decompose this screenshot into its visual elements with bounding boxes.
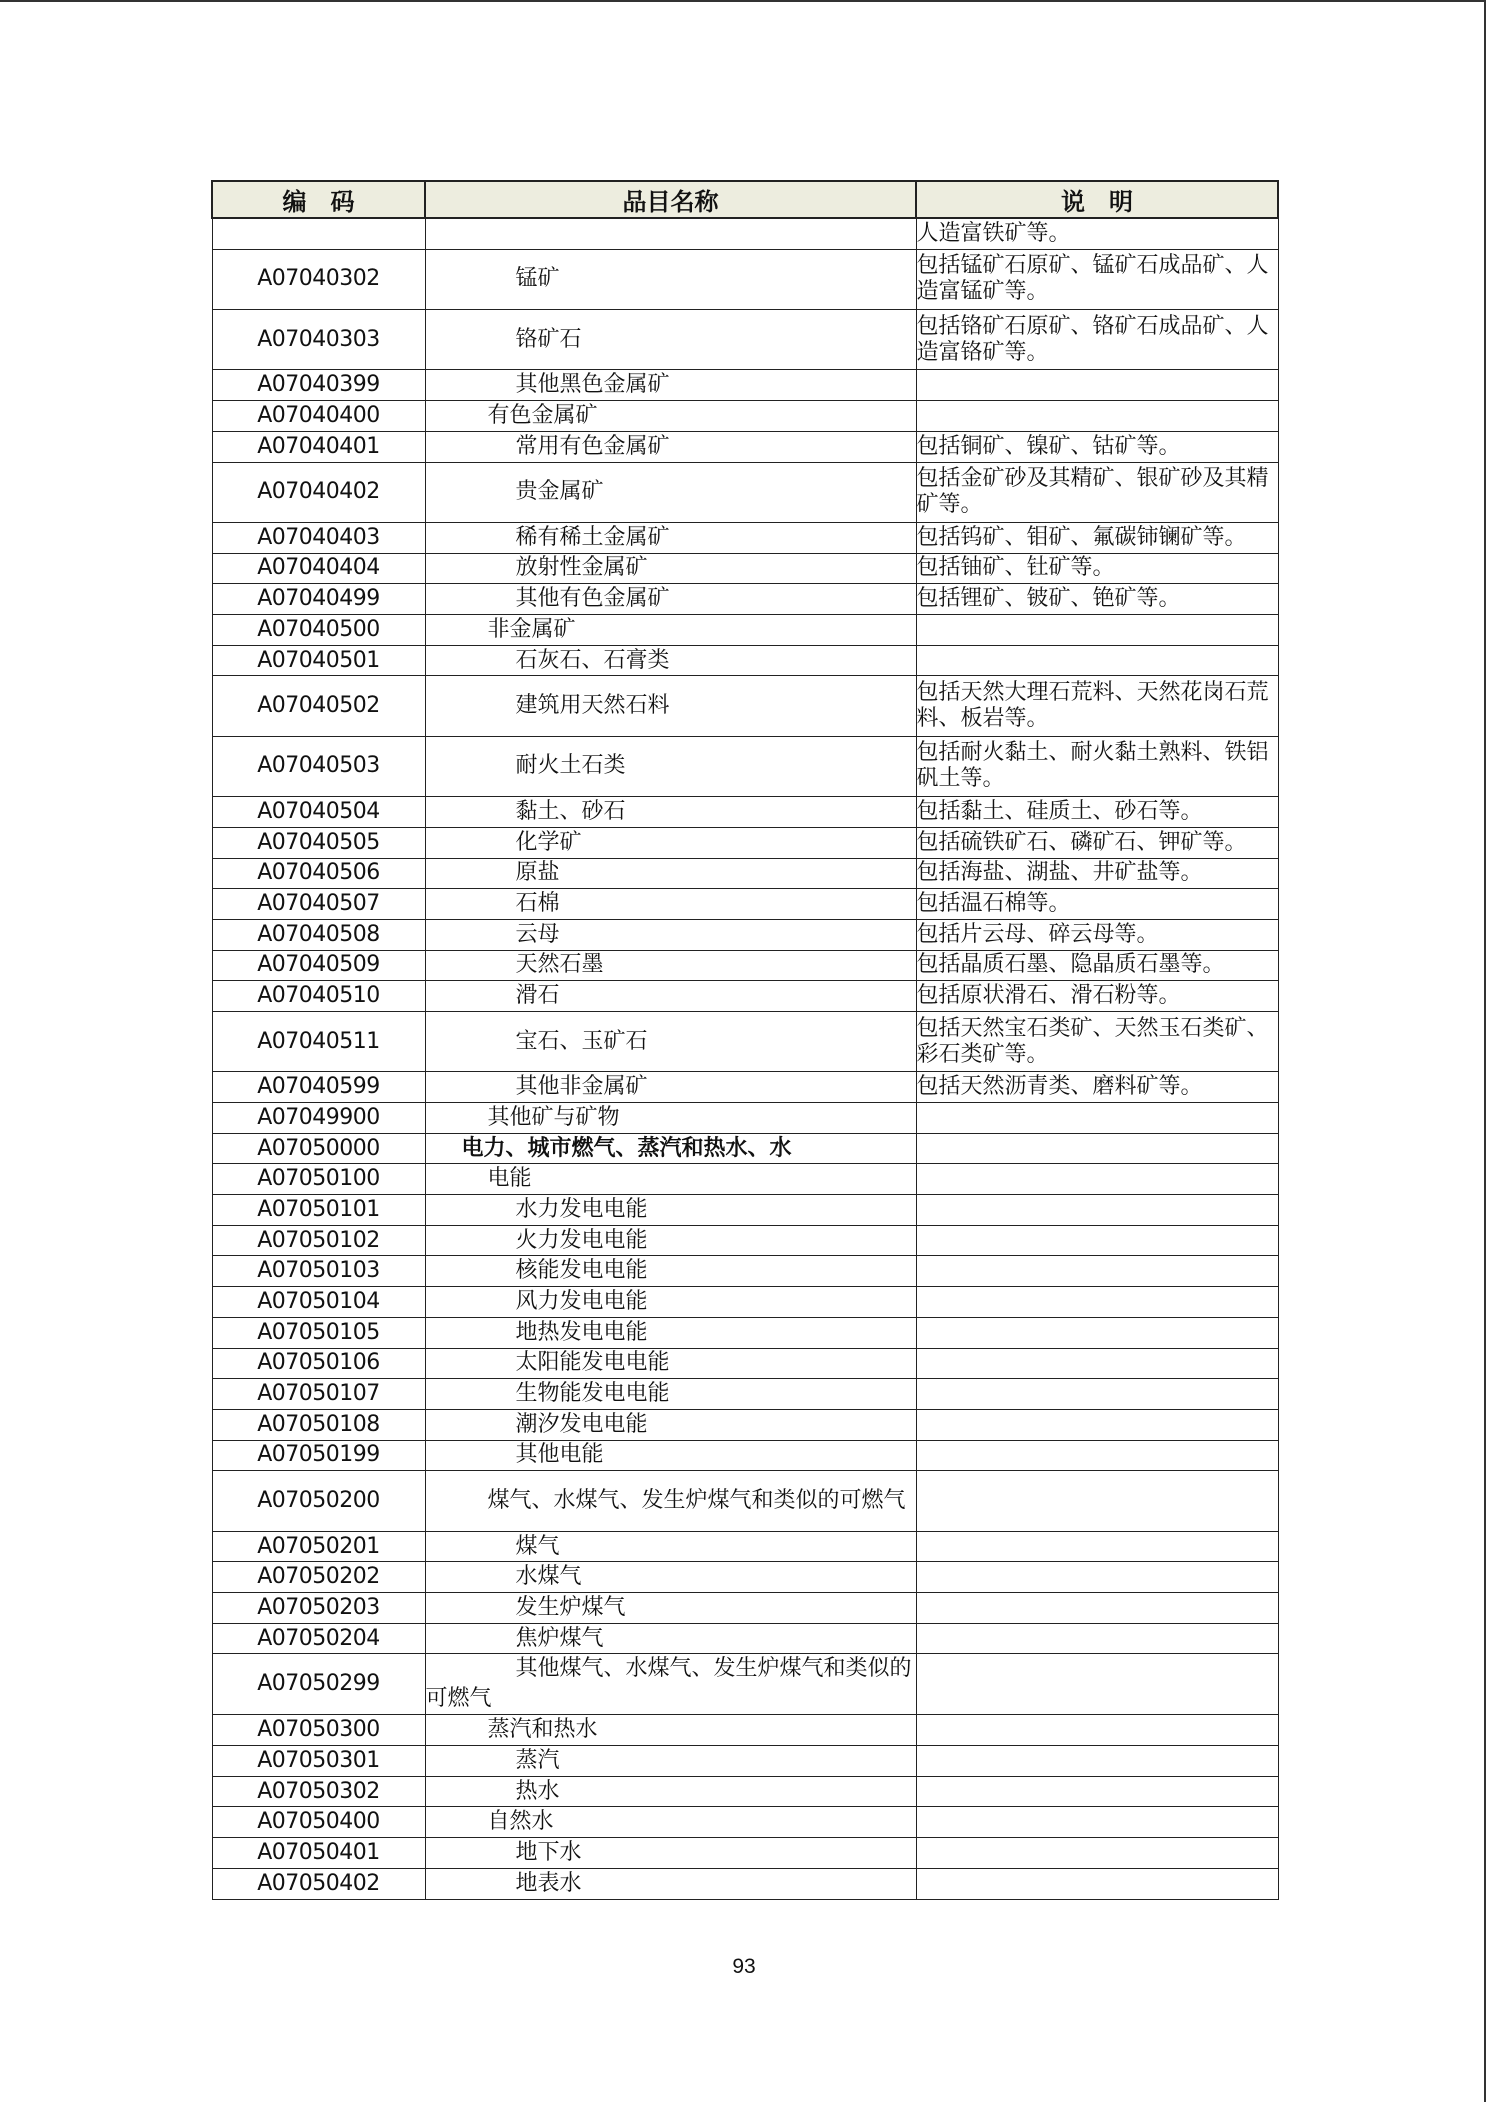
item-name: 黏土、砂石: [515, 798, 626, 824]
table-row: [212, 981, 1278, 1012]
table-row: [212, 249, 1278, 309]
item-description: 包括天然大理石荒料、天然花岗石荒料、板岩等。: [916, 676, 1278, 736]
item-code: A07040399: [212, 370, 425, 401]
item-description: [916, 1103, 1278, 1134]
table-row: [212, 584, 1278, 615]
item-code: A07040302: [212, 249, 425, 309]
item-name: 宝石、玉矿石: [515, 1028, 648, 1054]
item-name-cell: [425, 1715, 916, 1746]
item-code: A07050401: [212, 1838, 425, 1869]
item-name-cell: [425, 310, 916, 370]
item-name-cell: [425, 1379, 916, 1410]
item-description: [916, 1562, 1278, 1593]
item-description: [916, 1317, 1278, 1348]
table-row: [212, 614, 1278, 645]
item-name-cell: [425, 431, 916, 462]
item-code: [212, 218, 425, 249]
item-description: 包括锂矿、铍矿、铯矿等。: [916, 584, 1278, 615]
item-name: 锰矿: [515, 266, 560, 292]
table-row: [212, 370, 1278, 401]
item-description: [916, 1409, 1278, 1440]
table-row: [212, 1807, 1278, 1838]
table-row: [212, 858, 1278, 889]
item-code: A07040303: [212, 310, 425, 370]
table-row: [212, 1133, 1278, 1164]
item-description: [916, 614, 1278, 645]
item-name: 核能发电电能: [515, 1258, 648, 1284]
item-description: [916, 1379, 1278, 1410]
item-name: 天然石墨: [515, 952, 604, 978]
table-row: [212, 1838, 1278, 1869]
item-name: 贵金属矿: [515, 479, 604, 505]
table-row: [212, 1103, 1278, 1134]
page-number: 93: [732, 1955, 756, 1978]
item-description: 包括黏土、硅质土、砂石等。: [916, 797, 1278, 828]
item-code: A07050402: [212, 1868, 425, 1899]
item-code: A07050301: [212, 1746, 425, 1777]
item-code: A07050200: [212, 1471, 425, 1531]
item-name-cell: [425, 1531, 916, 1562]
table-row: [212, 1471, 1278, 1531]
item-name: 耐火土石类: [515, 753, 626, 779]
item-name-cell: [425, 584, 916, 615]
table-row: [212, 431, 1278, 462]
item-name: 化学矿: [515, 829, 582, 855]
item-name: 建筑用天然石料: [515, 693, 670, 719]
item-code: A07040511: [212, 1011, 425, 1071]
item-description: [916, 1531, 1278, 1562]
item-code: A07040402: [212, 462, 425, 522]
item-description: [916, 1807, 1278, 1838]
item-code: A07040501: [212, 645, 425, 676]
item-name: 电能: [487, 1166, 532, 1192]
table-row: [212, 1317, 1278, 1348]
item-description: [916, 1593, 1278, 1624]
item-description: [916, 1164, 1278, 1195]
item-name: 其他矿与矿物: [487, 1104, 620, 1130]
table-row: [212, 1776, 1278, 1807]
item-description: 包括铀矿、钍矿等。: [916, 553, 1278, 584]
item-code: A07050105: [212, 1317, 425, 1348]
item-code: A07040400: [212, 401, 425, 432]
item-name: 放射性金属矿: [515, 555, 648, 581]
table-row: [212, 1440, 1278, 1471]
item-name: 其他非金属矿: [515, 1074, 648, 1100]
table-row: [212, 1287, 1278, 1318]
item-name-cell: [425, 1164, 916, 1195]
item-name-cell: [425, 1225, 916, 1256]
item-name: 风力发电电能: [515, 1289, 648, 1314]
item-name: 铬矿石: [515, 326, 582, 352]
item-name: 常用有色金属矿: [515, 433, 670, 459]
item-description: 包括原状滑石、滑石粉等。: [916, 981, 1278, 1012]
item-name-cell: [425, 1746, 916, 1777]
table-row: [212, 1195, 1278, 1226]
item-name: 其他电能: [515, 1442, 604, 1468]
item-name-cell: [425, 827, 916, 858]
item-description: 包括铬矿石原矿、铬矿石成品矿、人造富铬矿等。: [916, 310, 1278, 370]
item-name-cell: [425, 553, 916, 584]
item-code: A07040500: [212, 614, 425, 645]
item-code: A07040507: [212, 889, 425, 920]
item-name: 蒸汽: [515, 1747, 560, 1773]
table-row: [212, 462, 1278, 522]
item-name-cell: [425, 614, 916, 645]
item-code: A07040510: [212, 981, 425, 1012]
item-name: 煤气: [515, 1533, 560, 1559]
table-row: [212, 1746, 1278, 1777]
item-name: 石棉: [515, 891, 560, 917]
table-row: [212, 736, 1278, 796]
item-name-cell: [425, 1593, 916, 1624]
table-row: [212, 1164, 1278, 1195]
item-code: A07050201: [212, 1531, 425, 1562]
table-row: [212, 1379, 1278, 1410]
item-name: 发生炉煤气: [515, 1594, 626, 1620]
table-row: [212, 1593, 1278, 1624]
table-row: [212, 645, 1278, 676]
item-name: 火力发电电能: [515, 1227, 648, 1253]
item-description: [916, 401, 1278, 432]
item-description: [916, 1440, 1278, 1471]
table-row: [212, 676, 1278, 736]
item-name-cell: [425, 1623, 916, 1654]
item-name: 其他有色金属矿: [515, 586, 670, 612]
table-header-row: [212, 181, 1278, 218]
item-code: A07050108: [212, 1409, 425, 1440]
item-code: A07050104: [212, 1287, 425, 1318]
table-row: [212, 1654, 1278, 1715]
item-description: [916, 1471, 1278, 1531]
item-name: 原盐: [515, 860, 560, 886]
item-name-cell: [425, 1103, 916, 1134]
item-name: 热水: [515, 1778, 560, 1804]
item-name: 石灰石、石膏类: [515, 647, 670, 673]
header-name: 品目名称: [425, 181, 916, 218]
item-code: A07050199: [212, 1440, 425, 1471]
item-name-cell: [425, 797, 916, 828]
item-description: [916, 1287, 1278, 1318]
item-name: 地表水: [515, 1870, 582, 1896]
item-description: [916, 1868, 1278, 1899]
item-code: A07050300: [212, 1715, 425, 1746]
item-name-cell: [425, 981, 916, 1012]
item-code: A07040506: [212, 858, 425, 889]
item-code: A07050302: [212, 1776, 425, 1807]
item-name: 水煤气: [515, 1564, 582, 1590]
item-code: A07050400: [212, 1807, 425, 1838]
table-body: [212, 218, 1278, 1899]
table-row: [212, 1225, 1278, 1256]
item-name-cell: [425, 1072, 916, 1103]
item-name-cell: [425, 522, 916, 553]
item-name-cell: [425, 645, 916, 676]
item-name: 煤气、水煤气、发生炉煤气和类似的可燃气: [487, 1487, 906, 1513]
item-code: A07050107: [212, 1379, 425, 1410]
item-name-cell: [425, 676, 916, 736]
table-row: [212, 218, 1278, 249]
item-code: A07050100: [212, 1164, 425, 1195]
item-name-cell: [425, 218, 916, 249]
item-name-cell: [425, 1868, 916, 1899]
table-row: [212, 1562, 1278, 1593]
header-desc: 说 明: [916, 181, 1278, 218]
item-code: A07050204: [212, 1623, 425, 1654]
item-description: 包括天然沥青类、磨料矿等。: [916, 1072, 1278, 1103]
item-description: [916, 1746, 1278, 1777]
item-name: 稀有稀土金属矿: [515, 524, 670, 550]
item-description: [916, 1654, 1278, 1715]
item-code: A07040502: [212, 676, 425, 736]
item-description: [916, 370, 1278, 401]
item-description: 包括天然宝石类矿、天然玉石类矿、彩石类矿等。: [916, 1011, 1278, 1071]
item-name-cell: [425, 1776, 916, 1807]
item-code: A07050103: [212, 1256, 425, 1287]
item-name: 地下水: [515, 1840, 582, 1866]
item-name: 其他煤气、水煤气、发生炉煤气和类似的可燃气: [425, 1656, 912, 1712]
catalog-table: [211, 180, 1279, 1900]
item-name-cell: [425, 370, 916, 401]
item-description: 包括温石棉等。: [916, 889, 1278, 920]
item-name: 电力、城市燃气、蒸汽和热水、水: [461, 1135, 792, 1161]
table-row: [212, 1011, 1278, 1071]
item-code: A07050101: [212, 1195, 425, 1226]
item-name: 太阳能发电电能: [515, 1350, 670, 1376]
table-row: [212, 1348, 1278, 1379]
item-code: A07040505: [212, 827, 425, 858]
table-row: [212, 522, 1278, 553]
item-name: 有色金属矿: [487, 403, 598, 428]
item-name-cell: [425, 1654, 916, 1715]
item-description: 包括钨矿、钼矿、氟碳铈镧矿等。: [916, 522, 1278, 553]
table-row: [212, 310, 1278, 370]
item-description: [916, 1838, 1278, 1869]
table-row: [212, 797, 1278, 828]
table-row: [212, 1623, 1278, 1654]
item-name: 焦炉煤气: [515, 1625, 604, 1651]
item-description: 人造富铁矿等。: [916, 218, 1278, 249]
item-name-cell: [425, 1287, 916, 1318]
item-name-cell: [425, 249, 916, 309]
table-row: [212, 1531, 1278, 1562]
item-name: 生物能发电电能: [515, 1381, 670, 1407]
header-code: 编 码: [212, 181, 425, 218]
table-row: [212, 1868, 1278, 1899]
item-code: A07050203: [212, 1593, 425, 1624]
item-code: A07040508: [212, 919, 425, 950]
item-description: 包括硫铁矿石、磷矿石、钾矿等。: [916, 827, 1278, 858]
item-name-cell: [425, 1807, 916, 1838]
item-description: [916, 1256, 1278, 1287]
item-name-cell: [425, 1133, 916, 1164]
item-name-cell: [425, 1562, 916, 1593]
item-code: A07050202: [212, 1562, 425, 1593]
item-name: 非金属矿: [487, 616, 576, 642]
item-name-cell: [425, 1348, 916, 1379]
item-name: 水力发电电能: [515, 1196, 648, 1222]
item-name: 滑石: [515, 983, 560, 1009]
item-description: 包括金矿砂及其精矿、银矿砂及其精矿等。: [916, 462, 1278, 522]
item-name: 潮汐发电电能: [515, 1411, 648, 1437]
table-row: [212, 919, 1278, 950]
item-code: A07040509: [212, 950, 425, 981]
table-row: [212, 1715, 1278, 1746]
item-description: [916, 1195, 1278, 1226]
item-code: A07049900: [212, 1103, 425, 1134]
item-name-cell: [425, 401, 916, 432]
item-name-cell: [425, 1195, 916, 1226]
item-description: 包括片云母、碎云母等。: [916, 919, 1278, 950]
table-row: [212, 950, 1278, 981]
item-description: 包括锰矿石原矿、锰矿石成品矿、人造富锰矿等。: [916, 249, 1278, 309]
table-row: [212, 401, 1278, 432]
item-description: 包括铜矿、镍矿、钴矿等。: [916, 431, 1278, 462]
item-code: A07050102: [212, 1225, 425, 1256]
item-code: A07040499: [212, 584, 425, 615]
item-description: [916, 645, 1278, 676]
item-name-cell: [425, 919, 916, 950]
item-name-cell: [425, 889, 916, 920]
item-name-cell: [425, 462, 916, 522]
item-code: A07050000: [212, 1133, 425, 1164]
item-name-cell: [425, 1471, 916, 1531]
item-name-cell: [425, 1440, 916, 1471]
table-row: [212, 553, 1278, 584]
table-row: [212, 1072, 1278, 1103]
item-description: [916, 1623, 1278, 1654]
item-name-cell: [425, 1409, 916, 1440]
item-description: [916, 1348, 1278, 1379]
item-description: [916, 1225, 1278, 1256]
item-code: A07040504: [212, 797, 425, 828]
item-name-cell: [425, 1011, 916, 1071]
item-description: [916, 1133, 1278, 1164]
item-name: 蒸汽和热水: [487, 1717, 598, 1743]
item-name-cell: [425, 858, 916, 889]
item-description: 包括晶质石墨、隐晶质石墨等。: [916, 950, 1278, 981]
item-name-cell: [425, 1317, 916, 1348]
item-code: A07040404: [212, 553, 425, 584]
table-row: [212, 1256, 1278, 1287]
item-description: [916, 1776, 1278, 1807]
item-description: 包括耐火黏土、耐火黏土熟料、铁铝矾土等。: [916, 736, 1278, 796]
table-row: [212, 889, 1278, 920]
item-name: [426, 221, 516, 246]
item-name: 地热发电电能: [515, 1319, 648, 1345]
item-name: 云母: [515, 921, 560, 947]
item-description: 包括海盐、湖盐、井矿盐等。: [916, 858, 1278, 889]
item-code: A07050106: [212, 1348, 425, 1379]
item-code: A07040599: [212, 1072, 425, 1103]
item-code: A07040401: [212, 431, 425, 462]
item-name-cell: [425, 950, 916, 981]
item-name-cell: [425, 736, 916, 796]
item-name: 其他黑色金属矿: [515, 372, 670, 398]
item-name-cell: [425, 1256, 916, 1287]
table-row: [212, 827, 1278, 858]
item-code: A07040503: [212, 736, 425, 796]
table-row: [212, 1409, 1278, 1440]
item-description: [916, 1715, 1278, 1746]
item-code: A07040403: [212, 522, 425, 553]
item-code: A07050299: [212, 1654, 425, 1715]
item-name: 自然水: [487, 1809, 554, 1835]
item-name-cell: [425, 1838, 916, 1869]
